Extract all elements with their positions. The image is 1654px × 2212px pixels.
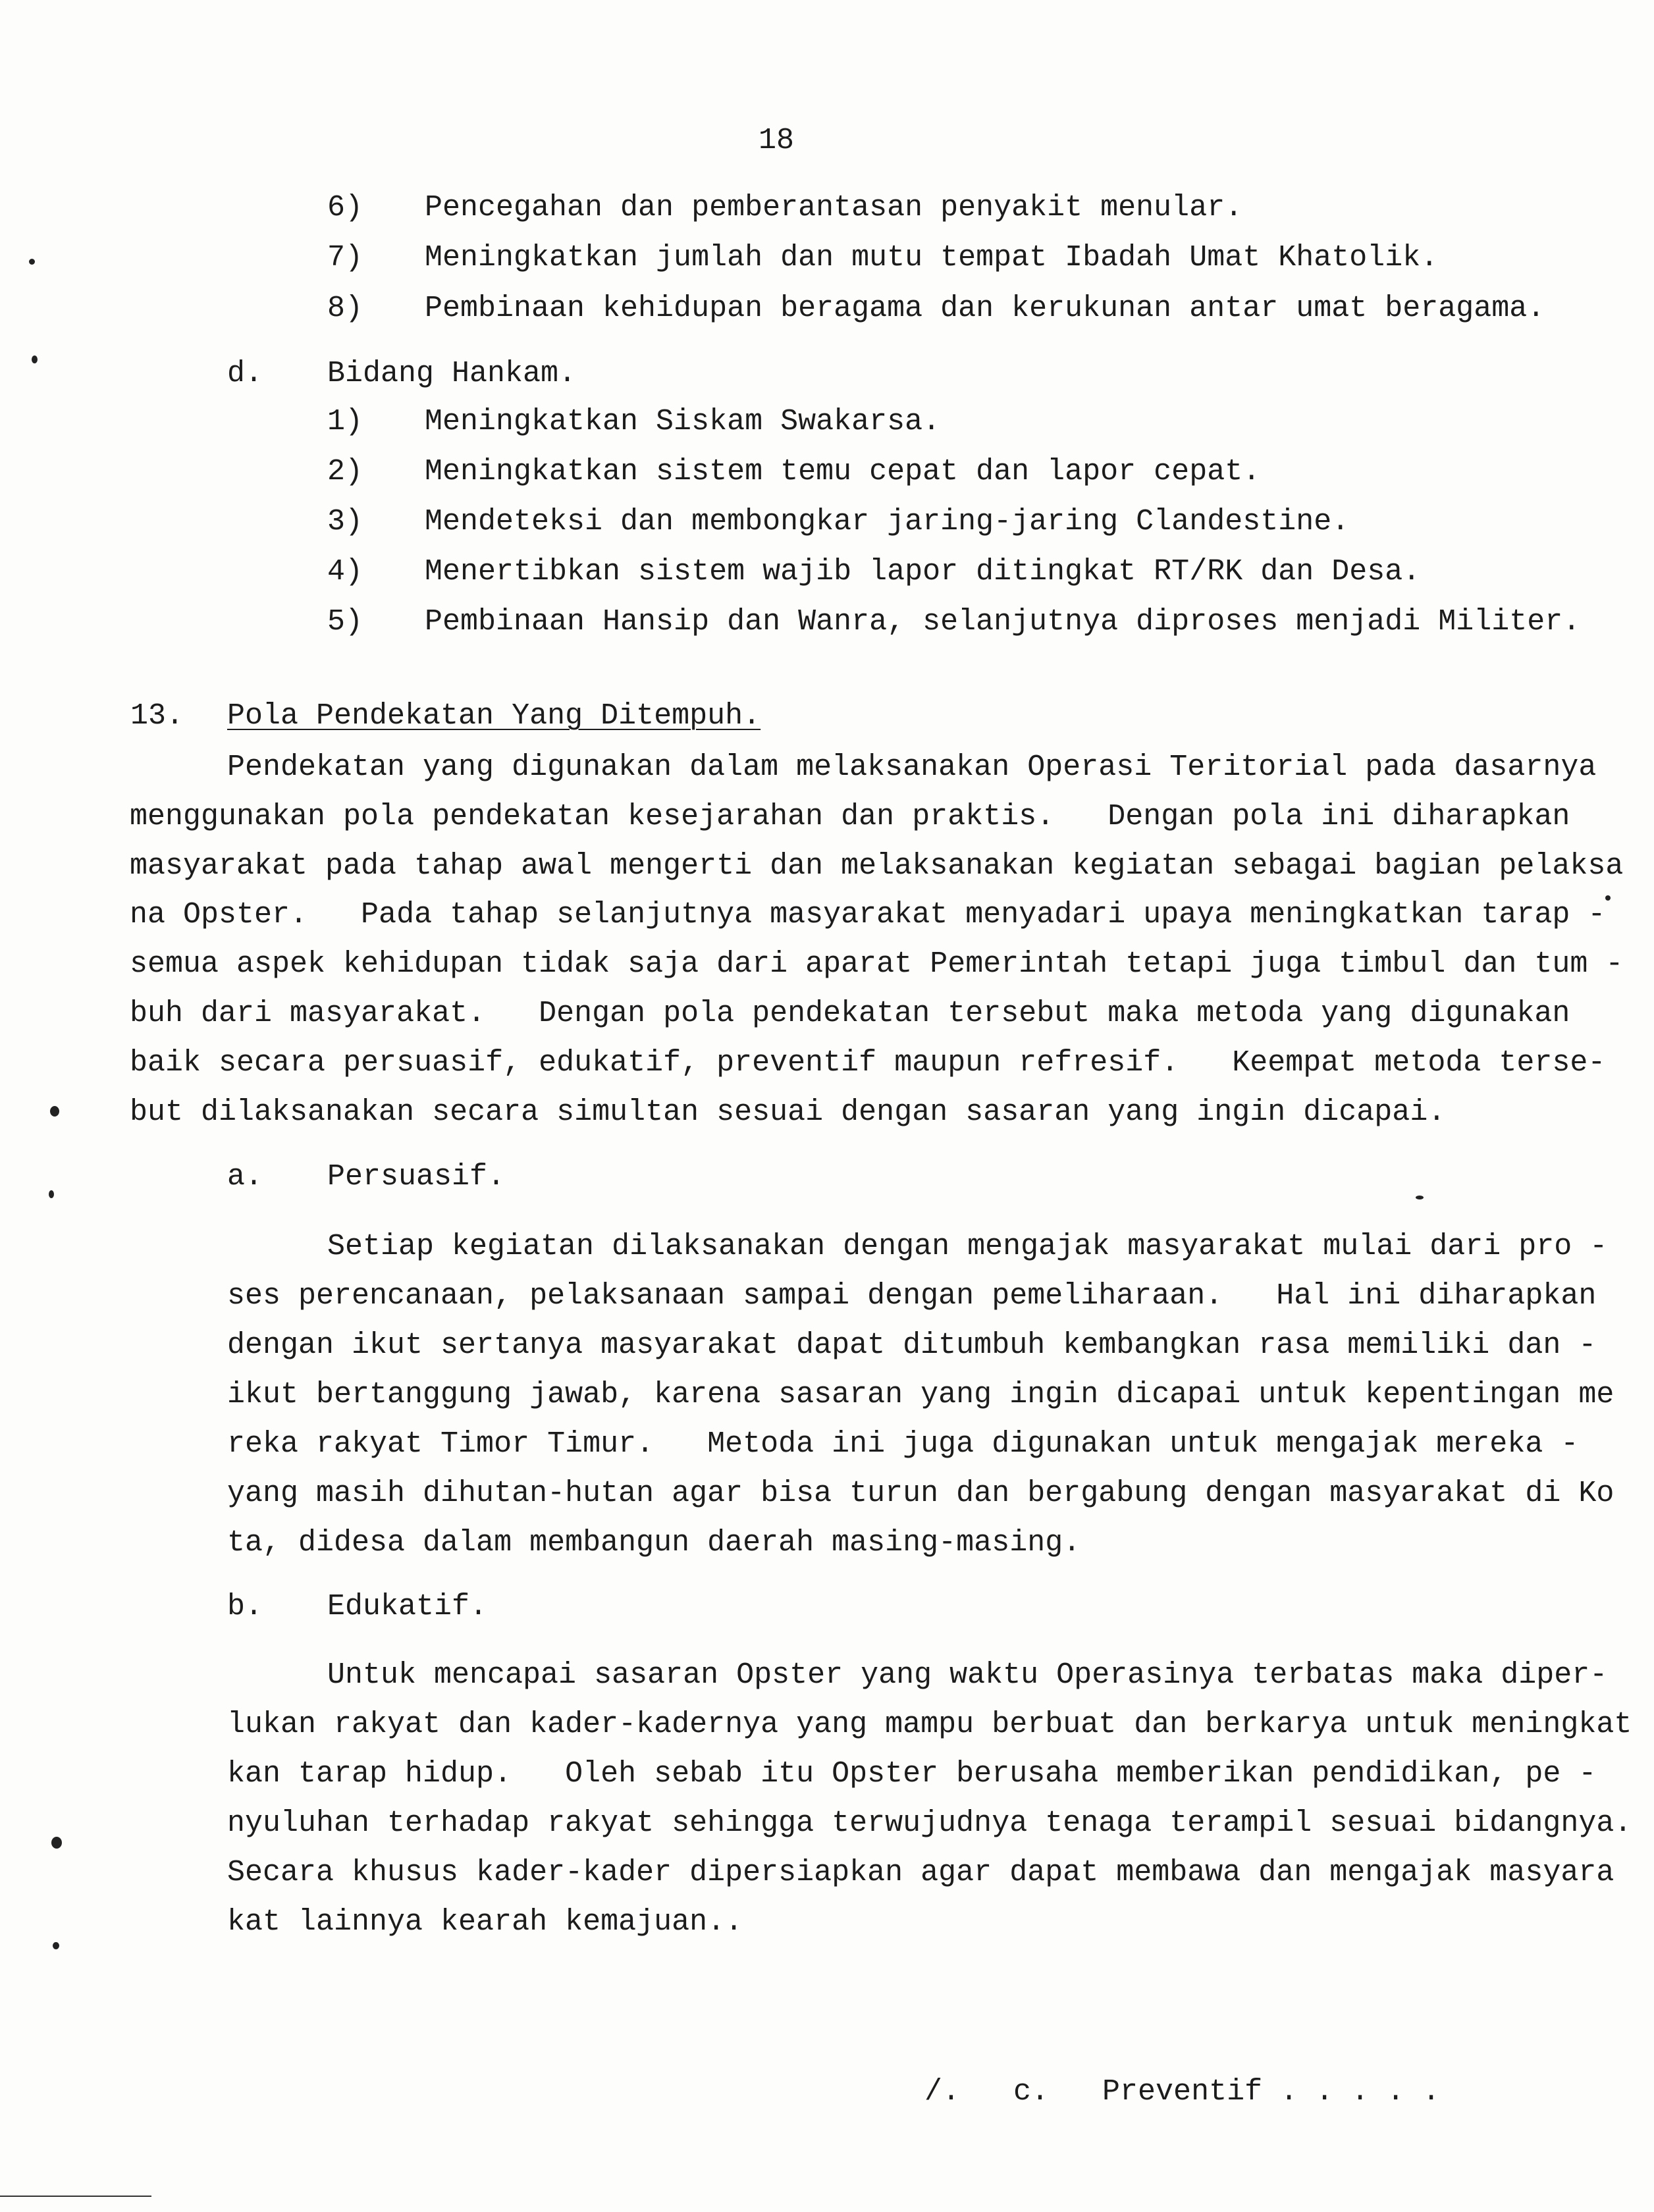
paragraph-line: nyuluhan terhadap rakyat sehingga terwujudnya tenaga terampil sesuai bidangnya. xyxy=(227,1806,1632,1840)
scan-speck xyxy=(51,1837,62,1849)
paragraph-line: reka rakyat Timor Timur. Metoda ini juga digunakan untuk mengajak mereka - xyxy=(227,1427,1579,1461)
list-item-number: 4) xyxy=(327,555,363,589)
paragraph-line: yang masih dihutan-hutan agar bisa turun dan bergabung dengan masyarakat di Ko xyxy=(227,1477,1614,1510)
page-number: 18 xyxy=(759,124,795,157)
section-letter: d. xyxy=(227,357,263,390)
list-item-text: Mendeteksi dan membongkar jaring-jaring Clandestine. xyxy=(425,505,1350,539)
paragraph-line: masyarakat pada tahap awal mengerti dan melaksanakan kegiatan sebagai bagian pelaksa xyxy=(130,849,1624,883)
scan-speck xyxy=(29,259,35,265)
paragraph-line: Untuk mencapai sasaran Opster yang waktu Operasinya terbatas maka diper- xyxy=(327,1658,1608,1692)
paragraph-line: ikut bertanggung jawab, karena sasaran yang ingin dicapai untuk kepentingan me xyxy=(227,1378,1614,1411)
paragraph-line: ta, didesa dalam membangun daerah masing-masing. xyxy=(227,1526,1081,1560)
list-item-text: Pencegahan dan pemberantasan penyakit menular. xyxy=(425,191,1243,224)
list-item-number: 6) xyxy=(327,191,363,224)
paragraph-line: Setiap kegiatan dilaksanakan dengan mengajak masyarakat mulai dari pro - xyxy=(327,1230,1608,1263)
list-item-number: 8) xyxy=(327,292,363,325)
section-title: Bidang Hankam. xyxy=(327,357,577,390)
list-item-text: Meningkatkan sistem temu cepat dan lapor cepat. xyxy=(425,455,1261,488)
scan-speck xyxy=(53,1942,59,1949)
paragraph-line: lukan rakyat dan kader-kadernya yang mampu berbuat dan berkarya untuk meningkat xyxy=(227,1708,1632,1741)
list-item-text: Menertibkan sistem wajib lapor ditingkat RT/RK dan Desa. xyxy=(425,555,1421,589)
list-item-number: 7) xyxy=(327,241,363,275)
list-item-number: 3) xyxy=(327,505,363,539)
scan-speck xyxy=(32,356,38,363)
list-item-number: 2) xyxy=(327,455,363,488)
footer-catchword: /. c. Preventif . . . . . xyxy=(924,2075,1441,2109)
list-item-text: Pembinaan kehidupan beragama dan kerukunan antar umat beragama. xyxy=(425,292,1545,325)
paragraph-line: but dilaksanakan secara simultan sesuai dengan sasaran yang ingin dicapai. xyxy=(130,1095,1446,1129)
section-heading: Pola Pendekatan Yang Ditempuh. xyxy=(227,699,761,733)
subsection-title: Persuasif. xyxy=(327,1160,506,1194)
section-number: 13. xyxy=(130,699,184,733)
paragraph-line: dengan ikut sertanya masyarakat dapat ditumbuh kembangkan rasa memiliki dan - xyxy=(227,1329,1597,1362)
paragraph-line: semua aspek kehidupan tidak saja dari aparat Pemerintah tetapi juga timbul dan tum - xyxy=(130,947,1624,981)
list-item-text: Meningkatkan Siskam Swakarsa. xyxy=(425,405,941,438)
subsection-letter: a. xyxy=(227,1160,263,1194)
paragraph-line: Secara khusus kader-kader dipersiapkan agar dapat membawa dan mengajak masyara xyxy=(227,1856,1614,1889)
paragraph-line: baik secara persuasif, edukatif, preventif maupun refresif. Keempat metoda terse- xyxy=(130,1046,1606,1080)
paragraph-line: Pendekatan yang digunakan dalam melaksanakan Operasi Teritorial pada dasarnya xyxy=(227,750,1597,784)
scan-speck xyxy=(1605,895,1611,901)
subsection-letter: b. xyxy=(227,1590,263,1623)
list-item-text: Pembinaan Hansip dan Wanra, selanjutnya diproses menjadi Militer. xyxy=(425,605,1581,639)
scan-speck xyxy=(1416,1196,1424,1199)
paragraph-line: na Opster. Pada tahap selanjutnya masyarakat menyadari upaya meningkatkan tarap - xyxy=(130,898,1606,932)
paragraph-line: menggunakan pola pendekatan kesejarahan dan praktis. Dengan pola ini diharapkan xyxy=(130,800,1570,833)
subsection-title: Edukatif. xyxy=(327,1590,488,1623)
paragraph-line: kat lainnya kearah kemajuan.. xyxy=(227,1905,743,1939)
scan-speck xyxy=(49,1190,54,1198)
scan-edge-mark xyxy=(0,2196,151,2197)
paragraph-line: kan tarap hidup. Oleh sebab itu Opster berusaha memberikan pendidikan, pe - xyxy=(227,1757,1597,1791)
scan-speck xyxy=(50,1106,59,1117)
list-item-text: Meningkatkan jumlah dan mutu tempat Ibadah Umat Khatolik. xyxy=(425,241,1439,275)
paragraph-line: ses perencanaan, pelaksanaan sampai dengan pemeliharaan. Hal ini diharapkan xyxy=(227,1279,1597,1313)
list-item-number: 5) xyxy=(327,605,363,639)
list-item-number: 1) xyxy=(327,405,363,438)
paragraph-line: buh dari masyarakat. Dengan pola pendekatan tersebut maka metoda yang digunakan xyxy=(130,997,1570,1030)
